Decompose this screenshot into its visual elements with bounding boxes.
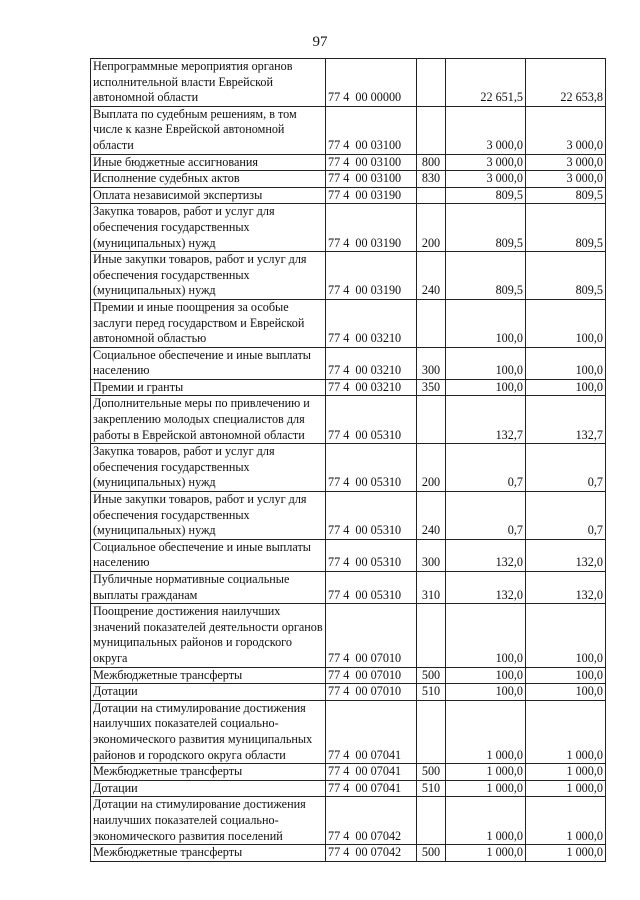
row-value-1-cell: 3 000,0 [446,154,526,171]
row-expense-type-cell: 830 [417,171,446,188]
row-name-cell: Оплата независимой экспертизы [91,187,326,204]
row-name-cell: Межбюджетные трансферты [91,667,326,684]
row-expense-type-cell: 350 [417,379,446,396]
row-name-cell: Дотации [91,780,326,797]
budget-table-body [91,59,606,862]
row-name-cell: Иные закупки товаров, работ и услуг для обеспечения государственных (муниципальных) нужд [91,492,326,540]
row-expense-type-cell [417,396,446,444]
row-value-2-cell: 100,0 [526,379,606,396]
row-expense-type-cell [417,700,446,763]
row-name-cell: Выплата по судебным решениям, в том числе к казне Еврейской автономной области [91,106,326,154]
table-row [91,492,606,540]
row-code-cell: 77 4 00 03190 [326,187,417,204]
row-name-cell: Межбюджетные трансферты [91,764,326,781]
budget-table [90,58,606,862]
row-value-1-cell: 1 000,0 [446,764,526,781]
row-value-1-cell: 132,0 [446,572,526,604]
row-value-2-cell: 1 000,0 [526,780,606,797]
row-expense-type-cell: 300 [417,539,446,571]
table-row [91,700,606,763]
row-code-cell: 77 4 00 07041 [326,764,417,781]
row-name-cell: Дотации [91,684,326,701]
row-value-2-cell: 809,5 [526,187,606,204]
row-code-cell: 77 4 00 00000 [326,59,417,107]
row-code-cell: 77 4 00 05310 [326,492,417,540]
row-value-1-cell: 100,0 [446,667,526,684]
row-expense-type-cell [417,604,446,667]
row-expense-type-cell [417,106,446,154]
table-row [91,187,606,204]
row-name-cell: Межбюджетные трансферты [91,845,326,862]
table-row [91,444,606,492]
table-row [91,154,606,171]
row-value-1-cell: 1 000,0 [446,780,526,797]
row-code-cell: 77 4 00 03100 [326,106,417,154]
row-value-2-cell: 0,7 [526,492,606,540]
row-value-1-cell: 809,5 [446,204,526,252]
row-value-1-cell: 132,7 [446,396,526,444]
row-code-cell: 77 4 00 03190 [326,204,417,252]
row-name-cell: Непрограммные мероприятия органов исполнительной власти Еврейской автономной области [91,59,326,107]
row-expense-type-cell: 240 [417,252,446,300]
row-value-2-cell: 1 000,0 [526,700,606,763]
row-value-1-cell: 1 000,0 [446,700,526,763]
row-value-2-cell: 100,0 [526,604,606,667]
table-row [91,379,606,396]
row-name-cell: Поощрение достижения наилучших значений показателей деятельности органов муниципальных районов и городского округа [91,604,326,667]
row-value-2-cell: 22 653,8 [526,59,606,107]
row-expense-type-cell: 300 [417,347,446,379]
row-code-cell: 77 4 00 07042 [326,845,417,862]
row-value-1-cell: 0,7 [446,444,526,492]
table-row [91,171,606,188]
row-value-1-cell: 1 000,0 [446,845,526,862]
table-row [91,539,606,571]
table-row [91,667,606,684]
row-name-cell: Социальное обеспечение и иные выплаты населению [91,347,326,379]
row-value-2-cell: 100,0 [526,684,606,701]
table-row [91,59,606,107]
table-row [91,684,606,701]
row-code-cell: 77 4 00 05310 [326,396,417,444]
row-expense-type-cell: 500 [417,667,446,684]
row-code-cell: 77 4 00 03190 [326,252,417,300]
row-name-cell: Публичные нормативные социальные выплаты гражданам [91,572,326,604]
row-value-2-cell: 100,0 [526,667,606,684]
row-name-cell: Закупка товаров, работ и услуг для обеспечения государственных (муниципальных) нужд [91,204,326,252]
row-value-2-cell: 132,0 [526,572,606,604]
row-code-cell: 77 4 00 03210 [326,347,417,379]
row-code-cell: 77 4 00 03210 [326,299,417,347]
row-code-cell: 77 4 00 07010 [326,684,417,701]
row-value-2-cell: 132,0 [526,539,606,571]
row-code-cell: 77 4 00 07042 [326,797,417,845]
table-row [91,299,606,347]
row-name-cell: Дополнительные меры по привлечению и закреплению молодых специалистов для работы в Еврейской автономной области [91,396,326,444]
row-value-1-cell: 0,7 [446,492,526,540]
row-name-cell: Премии и иные поощрения за особые заслуги перед государством и Еврейской автономной областью [91,299,326,347]
row-value-2-cell: 3 000,0 [526,171,606,188]
row-expense-type-cell: 200 [417,444,446,492]
row-value-1-cell: 809,5 [446,187,526,204]
row-value-1-cell: 100,0 [446,379,526,396]
row-value-1-cell: 100,0 [446,684,526,701]
row-expense-type-cell: 500 [417,764,446,781]
table-row [91,106,606,154]
row-name-cell: Дотации на стимулирование достижения наилучших показателей социально-экономического развития муниципальных районов и городского округа области [91,700,326,763]
row-value-1-cell: 100,0 [446,299,526,347]
row-value-1-cell: 100,0 [446,604,526,667]
row-expense-type-cell: 500 [417,845,446,862]
row-expense-type-cell [417,797,446,845]
row-value-1-cell: 132,0 [446,539,526,571]
row-code-cell: 77 4 00 07010 [326,604,417,667]
table-row [91,797,606,845]
page-number: 97 [312,34,328,50]
row-expense-type-cell [417,59,446,107]
row-value-2-cell: 809,5 [526,204,606,252]
row-expense-type-cell: 510 [417,780,446,797]
row-value-2-cell: 0,7 [526,444,606,492]
row-expense-type-cell: 800 [417,154,446,171]
row-value-2-cell: 809,5 [526,252,606,300]
row-value-2-cell: 100,0 [526,347,606,379]
row-name-cell: Иные закупки товаров, работ и услуг для обеспечения государственных (муниципальных) нужд [91,252,326,300]
table-row [91,347,606,379]
row-code-cell: 77 4 00 05310 [326,539,417,571]
table-row [91,845,606,862]
row-code-cell: 77 4 00 05310 [326,444,417,492]
row-name-cell: Иные бюджетные ассигнования [91,154,326,171]
table-row [91,204,606,252]
row-value-2-cell: 1 000,0 [526,797,606,845]
row-name-cell: Закупка товаров, работ и услуг для обеспечения государственных (муниципальных) нужд [91,444,326,492]
table-row [91,780,606,797]
table-row [91,604,606,667]
row-code-cell: 77 4 00 07010 [326,667,417,684]
row-value-1-cell: 100,0 [446,347,526,379]
table-row [91,252,606,300]
row-expense-type-cell [417,187,446,204]
table-row [91,572,606,604]
row-expense-type-cell: 510 [417,684,446,701]
row-code-cell: 77 4 00 03100 [326,171,417,188]
row-value-2-cell: 100,0 [526,299,606,347]
row-value-2-cell: 3 000,0 [526,154,606,171]
row-name-cell: Социальное обеспечение и иные выплаты населению [91,539,326,571]
row-value-1-cell: 809,5 [446,252,526,300]
row-expense-type-cell: 310 [417,572,446,604]
row-code-cell: 77 4 00 07041 [326,780,417,797]
row-value-1-cell: 1 000,0 [446,797,526,845]
table-row [91,396,606,444]
row-code-cell: 77 4 00 05310 [326,572,417,604]
row-value-1-cell: 22 651,5 [446,59,526,107]
row-value-2-cell: 1 000,0 [526,845,606,862]
row-value-1-cell: 3 000,0 [446,171,526,188]
row-value-2-cell: 3 000,0 [526,106,606,154]
table-row [91,764,606,781]
row-code-cell: 77 4 00 07041 [326,700,417,763]
row-name-cell: Дотации на стимулирование достижения наилучших показателей социально-экономического развития поселений [91,797,326,845]
row-code-cell: 77 4 00 03100 [326,154,417,171]
row-expense-type-cell: 200 [417,204,446,252]
row-value-2-cell: 132,7 [526,396,606,444]
row-value-1-cell: 3 000,0 [446,106,526,154]
row-name-cell: Премии и гранты [91,379,326,396]
row-code-cell: 77 4 00 03210 [326,379,417,396]
row-name-cell: Исполнение судебных актов [91,171,326,188]
row-expense-type-cell [417,299,446,347]
row-expense-type-cell: 240 [417,492,446,540]
row-value-2-cell: 1 000,0 [526,764,606,781]
